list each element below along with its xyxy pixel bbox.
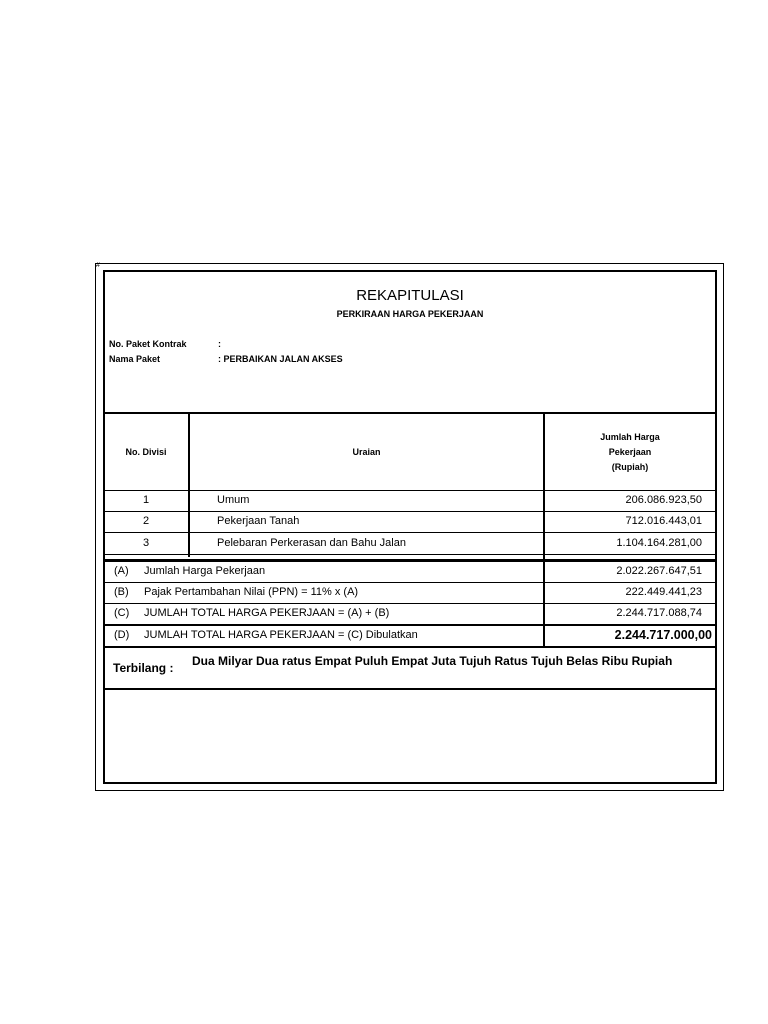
terbilang-label: Terbilang : (113, 661, 174, 675)
header-jumlah-3: (Rupiah) (611, 462, 649, 472)
terbilang-text: Dua Milyar Dua ratus Empat Puluh Empat Juta Tujuh Ratus Tujuh Belas Ribu Rupiah (192, 654, 673, 668)
header-bottom-border (104, 490, 716, 491)
header-uraian: Uraian (352, 447, 381, 457)
table-row-no: 2 (142, 515, 150, 527)
summary-code: (C) (114, 607, 130, 619)
table-row-uraian: Umum (217, 494, 250, 506)
document-inner-frame (103, 270, 717, 784)
header-jumlah-2: Pekerjaan (608, 447, 652, 457)
summary-label: JUMLAH TOTAL HARGA PEKERJAAN = (A) + (B) (144, 607, 390, 619)
document-title: REKAPITULASI (356, 287, 464, 304)
summary-label: Pajak Pertambahan Nilai (PPN) = 11% x (A) (144, 586, 359, 598)
header-jumlah-1: Jumlah Harga (600, 432, 660, 442)
paket-kontrak-value: : (218, 339, 221, 349)
nama-paket-value: : PERBAIKAN JALAN AKSES (218, 354, 343, 364)
summary-divider (104, 603, 716, 604)
table-row-no: 1 (142, 494, 150, 506)
table-row-jumlah: 206.086.923,50 (625, 494, 702, 506)
summary-divider (104, 582, 716, 583)
summary-value-rounded: 2.244.717.000,00 (614, 628, 712, 642)
table-row-no: 3 (142, 537, 150, 549)
column-divider (188, 412, 190, 557)
summary-code: (B) (114, 586, 129, 598)
table-row-uraian: Pelebaran Perkerasan dan Bahu Jalan (217, 537, 406, 549)
summary-bottom-border (104, 646, 716, 648)
summary-code: (A) (114, 565, 129, 577)
summary-divider (104, 624, 716, 626)
row-divider (104, 511, 716, 512)
summary-value: 222.449.441,23 (625, 586, 702, 598)
nama-paket-label: Nama Paket (109, 354, 161, 364)
terbilang-bottom-border (104, 688, 716, 690)
table-row-jumlah: 1.104.164.281,00 (616, 537, 702, 549)
row-divider (104, 554, 716, 555)
summary-label: JUMLAH TOTAL HARGA PEKERJAAN = (C) Dibulatkan (144, 629, 418, 641)
row-divider (104, 532, 716, 533)
paket-kontrak-label: No. Paket Kontrak (109, 339, 187, 349)
summary-value: 2.244.717.088,74 (616, 607, 702, 619)
document-subtitle: PERKIRAAN HARGA PEKERJAAN (336, 309, 484, 319)
summary-code: (D) (114, 629, 130, 641)
summary-label: Jumlah Harga Pekerjaan (144, 565, 266, 577)
summary-value: 2.022.267.647,51 (616, 565, 702, 577)
summary-top-border (104, 559, 716, 562)
table-row-uraian: Pekerjaan Tanah (217, 515, 300, 527)
corner-mark: # (96, 262, 100, 269)
header-no-divisi: No. Divisi (125, 447, 167, 457)
table-top-border (104, 412, 716, 414)
table-row-jumlah: 712.016.443,01 (625, 515, 702, 527)
